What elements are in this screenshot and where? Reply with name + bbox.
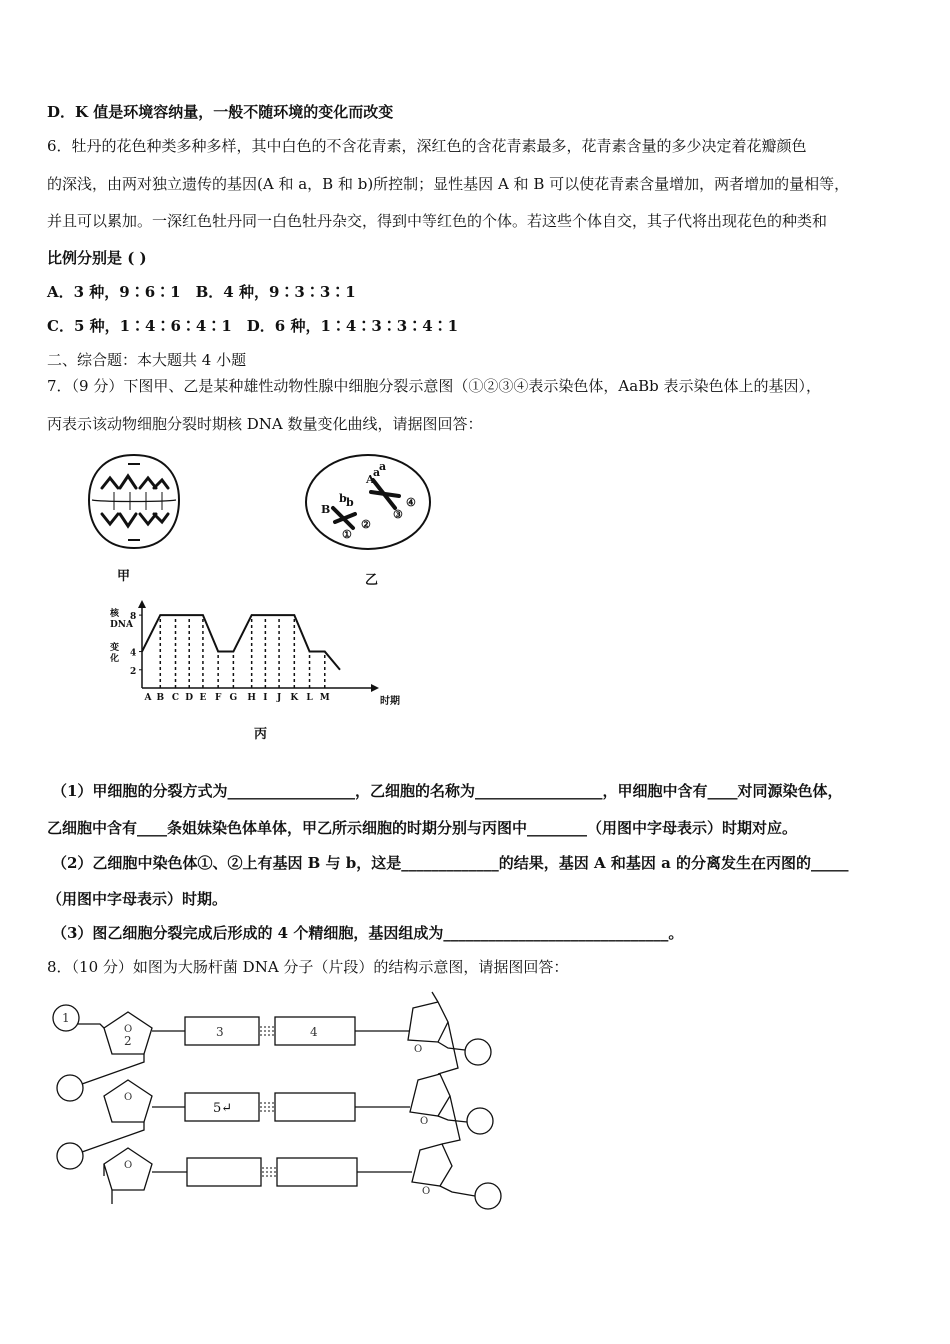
section2-heading: 二、综合题：本大题共 4 小题 <box>47 351 247 369</box>
figure-yi <box>303 452 433 552</box>
figure-jia <box>84 452 184 552</box>
chart-ylabel-1: 核 <box>110 609 120 619</box>
chart-y-tick-label: 8 <box>130 612 137 623</box>
q8-line: 8．（10 分）如图为大肠杆菌 DNA 分子（片段）的结构示意图，请据图回答： <box>47 958 569 976</box>
q6-options-ab: A．3 种，9∶6∶1 B．4 种，9∶3∶3∶1 <box>47 283 356 301</box>
dna-O-4: O <box>124 1160 133 1171</box>
dna-label-1: 1 <box>62 1011 70 1025</box>
yi-label-A: A <box>366 473 375 486</box>
figure-yi-caption: 乙 <box>365 573 379 588</box>
q6-line-1: 6．牡丹的花色种类多种多样，其中白色的不含花青素，深红色的含花青素最多，花青素含量的多少决定着花瓣颜色 <box>47 137 807 155</box>
dna-O-3: O <box>422 1186 431 1197</box>
yi-label-B: B <box>321 503 331 516</box>
chart-x-tick-label: G <box>229 693 238 703</box>
chart-xlabel: 时期 <box>380 696 400 707</box>
dna-O-2: O <box>420 1116 429 1127</box>
dna-O-6: O <box>124 1024 133 1035</box>
q7-sub-1a: （1）甲细胞的分裂方式为_________________，乙细胞的名称为_________________，甲细胞中含有____对同源染色体， <box>52 782 843 800</box>
figure-bing-caption: 丙 <box>254 727 268 742</box>
chart-x-tick-label: F <box>214 693 222 703</box>
chart-x-tick-label: E <box>199 693 207 703</box>
chart-series-line <box>142 615 340 670</box>
yi-label-b2: b <box>346 496 354 509</box>
yi-label-a2: a <box>379 460 387 473</box>
yi-label-4: ④ <box>406 496 416 509</box>
yi-label-2: ② <box>361 518 371 531</box>
yi-label-a1: a <box>373 466 381 479</box>
chart-y-tick-label: 4 <box>130 648 137 659</box>
chart-ylabel-3: 变 <box>110 643 120 653</box>
dna-label-3: 3 <box>216 1025 224 1039</box>
q7-sub-2a: （2）乙细胞中染色体①、②上有基因 B 与 b，这是_____________的结果，基因 A 和基因 a 的分离发生在丙图的_____ <box>52 854 849 872</box>
figure-jia-caption: 甲 <box>117 569 131 584</box>
chart-x-tick-label: A <box>144 693 152 703</box>
chart-x-tick-label: M <box>319 693 330 703</box>
q6-line-3: 并且可以累加。一深红色牡丹同一白色牡丹杂交，得到中等红色的个体。若这些个体自交，其子代将出现花色的种类和 <box>47 212 828 230</box>
yi-label-3: ③ <box>393 508 403 521</box>
chart-x-tick-label: I <box>263 693 268 703</box>
chart-x-tick-label: B <box>156 693 165 703</box>
q7-line-1: 7．（9 分）下图甲、乙是某种雄性动物性腺中细胞分裂示意图（①②③④表示染色体，AaBb 表示染色体上的基因）， <box>47 377 822 395</box>
dna-label-5: 5↵ <box>213 1101 233 1116</box>
chart-x-tick-label: L <box>306 693 313 703</box>
chart-y-arrow <box>138 600 146 608</box>
yi-label-1: ① <box>342 528 352 541</box>
figure-bing-chart <box>100 600 420 712</box>
dna-label-2: 2 <box>124 1034 132 1048</box>
dna-O-1: O <box>414 1044 423 1055</box>
chart-x-tick-label: K <box>290 693 299 703</box>
chart-x-tick-label: J <box>276 693 282 703</box>
chart-ylabel-4: 化 <box>110 654 120 664</box>
q7-line-2: 丙表示该动物细胞分裂时期核 DNA 数量变化曲线，请据图回答： <box>47 415 483 433</box>
q7-sub-3: （3）图乙细胞分裂完成后形成的 4 个精细胞，基因组成为______________________________。 <box>52 924 684 942</box>
chart-x-arrow <box>371 684 379 692</box>
figure-dna-structure <box>48 988 508 1218</box>
q7-sub-1b: 乙细胞中含有____条姐妹染色体单体，甲乙所示细胞的时期分别与丙图中________（用图中字母表示）时期对应。 <box>47 819 798 837</box>
q6-line-2: 的深浅，由两对独立遗传的基因(A 和 a，B 和 b)所控制；显性基因 A 和 B 可以使花青素含量增加，两者增加的量相等， <box>47 175 850 193</box>
q7-sub-2b: （用图中字母表示）时期。 <box>47 890 228 908</box>
chart-x-tick-label: C <box>171 693 180 703</box>
chart-x-tick-label: D <box>185 693 194 703</box>
dna-label-4: 4 <box>310 1025 318 1039</box>
yi-label-b1: b <box>339 492 347 505</box>
chart-x-tick-label: H <box>247 693 256 703</box>
chart-y-tick-label: 2 <box>130 666 137 677</box>
chart-ylabel-2: DNA <box>110 620 134 630</box>
q6-line-4: 比例分别是 ( ) <box>47 249 147 267</box>
q5-option-d: D．K 值是环境容纳量，一般不随环境的变化而改变 <box>47 103 394 121</box>
q6-options-cd: C．5 种，1∶4∶6∶4∶1 D．6 种，1∶4∶3∶3∶4∶1 <box>47 317 459 335</box>
dna-O-5: O <box>124 1092 133 1103</box>
